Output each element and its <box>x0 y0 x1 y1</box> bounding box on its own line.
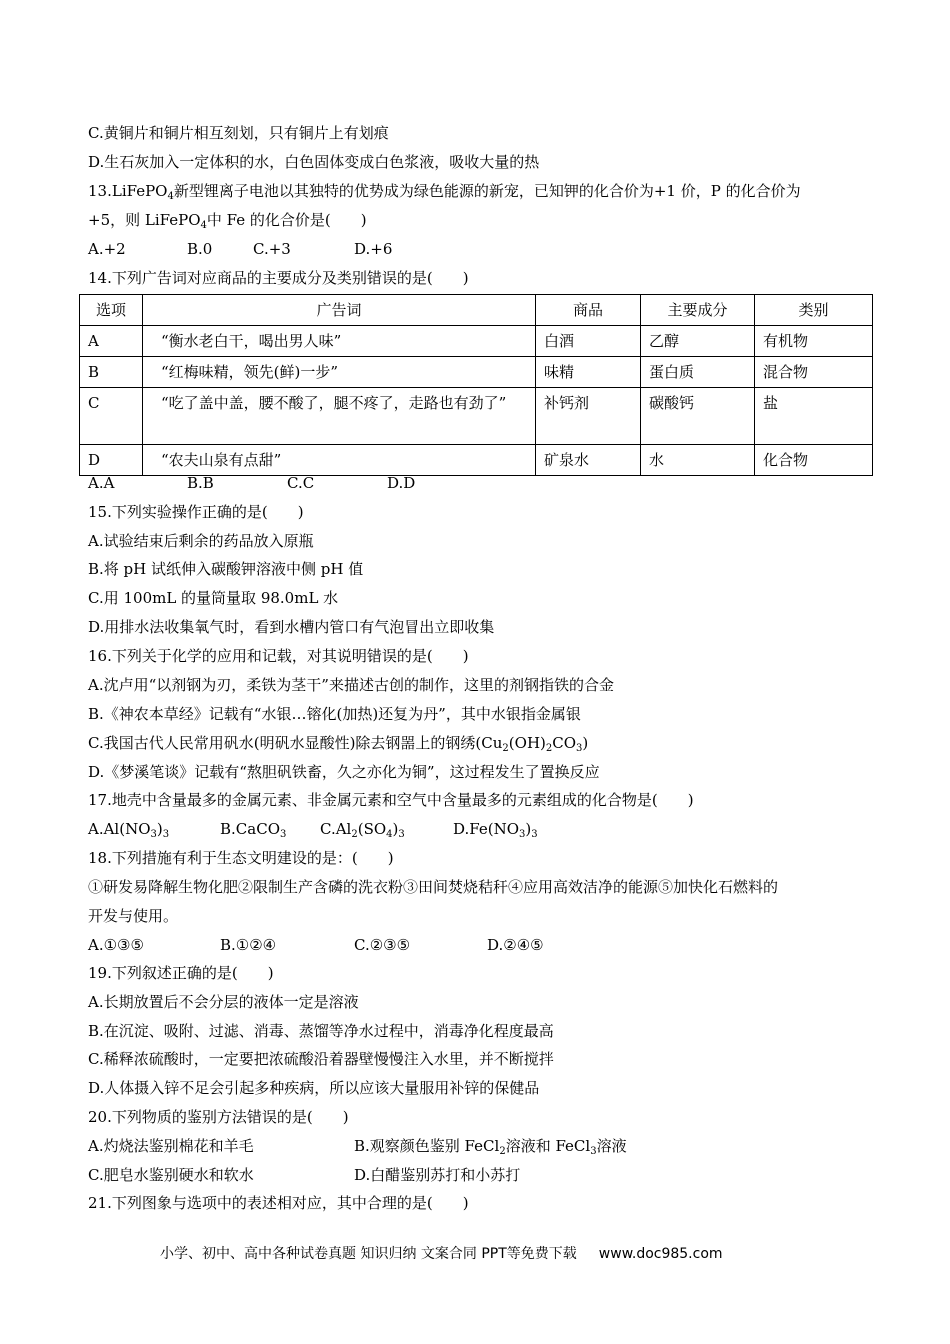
q12-option-c: C.黄铜片和铜片相互刻划，只有铜片上有划痕 <box>88 124 389 142</box>
table-cell: “吃了盖中盖，腰不酸了，腿不疼了，走路也有劲了” <box>143 388 536 445</box>
table-cell: 蛋白质 <box>641 357 755 388</box>
q18-option-d: D.②④⑤ <box>487 936 544 954</box>
q17-option-a: $A.Al(NO_3)_3$ <box>88 820 170 840</box>
table-header-row <box>80 295 873 326</box>
table-header: 类别 <box>755 295 873 326</box>
q19-option-b: B.在沉淀、吸附、过滤、消毒、蒸馏等净水过程中，消毒净化程度最高 <box>88 1022 554 1040</box>
q14-option-b: B.B <box>187 474 214 492</box>
q19-stem: 19.下列叙述正确的是( ) <box>88 964 274 982</box>
q13-option-b: B.0 <box>187 240 213 258</box>
q17-option-c: $C.Al_2(SO_4)_3$ <box>320 820 405 840</box>
q14-option-c: C.C <box>287 474 315 492</box>
q13-stem-line2: +5，则 LiFePO$_4$中 Fe 的化合价是( ) <box>88 211 367 231</box>
q13-option-d: D.+6 <box>354 240 393 258</box>
q18-option-a: A.①③⑤ <box>88 936 144 954</box>
footer-text: 小学、初中、高中各种试卷真题 知识归纳 文案合同 PPT等免费下载 <box>160 1246 577 1262</box>
q19-option-a: A.长期放置后不会分层的液体一定是溶液 <box>88 993 359 1011</box>
page-footer <box>160 1244 723 1264</box>
table-cell: 补钙剂 <box>536 388 641 445</box>
q15-option-c: C.用 100mL 的量筒量取 98.0mL 水 <box>88 589 339 607</box>
q20-option-c: C.肥皂水鉴别硬水和软水 <box>88 1166 254 1184</box>
q16-option-d: D.《梦溪笔谈》记载有“熬胆矾铁畜，久之亦化为铜”，这过程发生了置换反应 <box>88 763 600 781</box>
table-cell: D <box>80 445 143 476</box>
q12-option-d: D.生石灰加入一定体积的水，白色固体变成白色浆液，吸收大量的热 <box>88 153 540 171</box>
q14-option-d: D.D <box>387 474 416 492</box>
q14-stem: 14.下列广告词对应商品的主要成分及类别错误的是( ) <box>88 269 469 287</box>
q20-option-d: D.白醋鉴别苏打和小苏打 <box>354 1166 521 1184</box>
table-cell: 矿泉水 <box>536 445 641 476</box>
q16-option-c: C.我国古代人民常用矾水(明矾水显酸性)除去钢噐上的钢绣$(Cu_2(OH)_2CO_3)$ <box>88 734 589 754</box>
q18-items-line1: ①研发易降解生物化肥②限制生产含磷的洗衣粉③田间焚烧秸秆④应用高效洁净的能源⑤加快化石燃料的 <box>88 878 779 896</box>
q20-option-a: A.灼烧法鉴别棉花和羊毛 <box>88 1137 254 1155</box>
q18-option-b: B.①②④ <box>220 936 277 954</box>
q21-stem: 21.下列图象与选项中的表述相对应，其中合理的是( ) <box>88 1194 469 1212</box>
table-cell: B <box>80 357 143 388</box>
q15-stem: 15.下列实验操作正确的是( ) <box>88 503 304 521</box>
ad-table <box>79 294 873 476</box>
q19-option-c: C.稀释浓硫酸时，一定要把浓硫酸沿着器壁慢慢注入水里，并不断搅拌 <box>88 1050 554 1068</box>
table-cell: A <box>80 326 143 357</box>
table-row <box>80 388 873 445</box>
table-cell: “红梅味精，领先(鲜)一步” <box>143 357 536 388</box>
table-header: 商品 <box>536 295 641 326</box>
q14-option-a: A.A <box>88 474 115 492</box>
table-row <box>80 445 873 476</box>
q20-option-b: B.观察颜色鉴别 FeCl$_2$溶液和 FeCl$_3$溶液 <box>354 1137 627 1157</box>
q15-option-d: D.用排水法收集氧气时，看到水槽内管口有气泡冒出立即收集 <box>88 618 495 636</box>
footer-url[interactable]: www.doc985.com <box>598 1246 723 1262</box>
table-cell: 白酒 <box>536 326 641 357</box>
q15-option-b: B.将 pH 试纸伸入碳酸钾溶液中侧 pH 值 <box>88 560 364 578</box>
table-cell: “农夫山泉有点甜” <box>143 445 536 476</box>
table-row <box>80 326 873 357</box>
q17-stem: 17.地壳中含量最多的金属元素、非金属元素和空气中含量最多的元素组成的化合物是( ) <box>88 791 694 809</box>
q16-stem: 16.下列关于化学的应用和记载，对其说明错误的是( ) <box>88 647 469 665</box>
table-cell: 碳酸钙 <box>641 388 755 445</box>
table-cell: C <box>80 388 143 445</box>
table-cell: 味精 <box>536 357 641 388</box>
q13-option-a: A.+2 <box>88 240 126 258</box>
table-cell: 水 <box>641 445 755 476</box>
q19-option-d: D.人体摄入锌不足会引起多种疾病，所以应该大量服用补锌的保健品 <box>88 1079 540 1097</box>
q18-stem: 18.下列措施有利于生态文明建设的是：( ) <box>88 849 394 867</box>
q18-items-line2: 开发与使用。 <box>88 907 179 925</box>
q13-option-c: C.+3 <box>253 240 291 258</box>
q15-option-a: A.试验结束后剩余的药品放入原瓶 <box>88 532 314 550</box>
table-header: 选项 <box>80 295 143 326</box>
table-header: 主要成分 <box>641 295 755 326</box>
table-header: 广告词 <box>143 295 536 326</box>
q16-option-b: B.《神农本草经》记载有“水银…镕化(加热)还复为丹”，其中水银指金属银 <box>88 705 581 723</box>
table-row <box>80 357 873 388</box>
table-cell: 有机物 <box>755 326 873 357</box>
q18-option-c: C.②③⑤ <box>354 936 411 954</box>
table-cell: 盐 <box>755 388 873 445</box>
q16-option-a: A.沈卢用“以剂钢为刃，柔铁为茎干”来描述古创的制作，这里的剂钢指铁的合金 <box>88 676 614 694</box>
q13-stem-line1: 13.LiFePO$_4$新型锂离子电池以其独特的优势成为绿色能源的新宠，已知钾的化合价为+1 价，P 的化合价为 <box>88 182 801 202</box>
table-cell: “衡水老白干，喝出男人味” <box>143 326 536 357</box>
q20-stem: 20.下列物质的鉴别方法错误的是( ) <box>88 1108 349 1126</box>
q17-option-d: $D.Fe(NO_3)_3$ <box>453 820 538 840</box>
table-cell: 化合物 <box>755 445 873 476</box>
table-cell: 混合物 <box>755 357 873 388</box>
q17-option-b: B.CaCO$_3$ <box>220 820 287 840</box>
table-cell: 乙醇 <box>641 326 755 357</box>
